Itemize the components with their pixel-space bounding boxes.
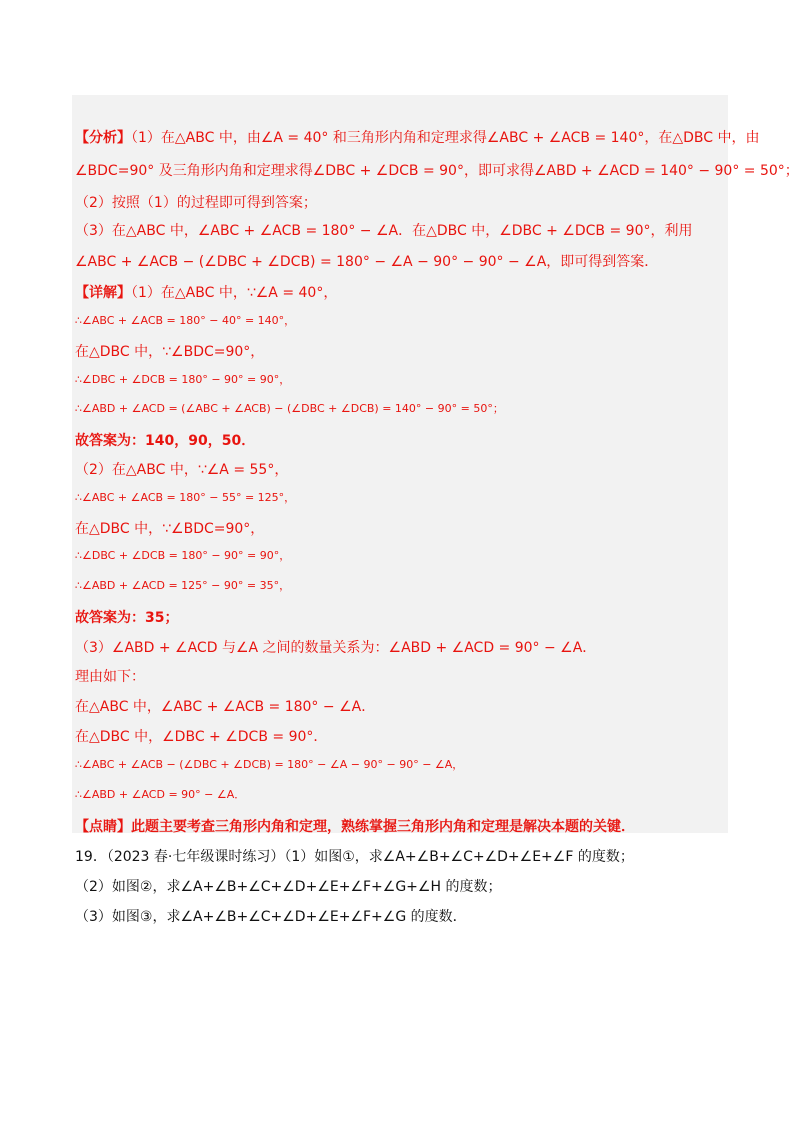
question-19-line-1: 19．（2023 春·七年级课时练习）（1）如图①，求∠A+∠B+∠C+∠D+∠E+∠F 的度数； <box>75 849 634 865</box>
detail-line-15: 在△ABC 中，∠ABC + ∠ACB = 180° − ∠A． <box>75 699 376 715</box>
detail-line-3: 在△DBC 中，∵∠BDC=90°， <box>75 344 265 360</box>
detail-line-2: ∴∠ABC + ∠ACB = 180° − 40° = 140°， <box>75 314 296 327</box>
detail-line-8: ∴∠ABC + ∠ACB = 180° − 55° = 125°， <box>75 491 296 504</box>
detail-line-1 <box>75 282 337 302</box>
analysis-line-5: ∠ABC + ∠ACB − (∠DBC + ∠DCB) = 180° − ∠A − 90° − 90° − ∠A，即可得到答案． <box>75 254 659 270</box>
detail-line-6: 故答案为：140，90，50． <box>75 433 256 449</box>
detail-line-12: 故答案为：35； <box>75 610 179 626</box>
detail-line-4: ∴∠DBC + ∠DCB = 180° − 90° = 90°， <box>75 373 291 386</box>
detail-line-17: ∴∠ABC + ∠ACB − (∠DBC + ∠DCB) = 180° − ∠A − 90° − 90° − ∠A， <box>75 758 464 771</box>
question-19-line-2: （2）如图②，求∠A+∠B+∠C+∠D+∠E+∠F+∠G+∠H 的度数； <box>75 879 502 895</box>
detail-line-10: ∴∠DBC + ∠DCB = 180° − 90° = 90°， <box>75 549 291 562</box>
analysis-line-4: （3）在△ABC 中，∠ABC + ∠ACB = 180° − ∠A．在△DBC 中，∠DBC + ∠DCB = 90°，利用 <box>75 223 693 239</box>
comment-line <box>75 816 635 836</box>
analysis-line-1 <box>75 127 760 147</box>
detail-line-5: ∴∠ABD + ∠ACD = (∠ABC + ∠ACB) − (∠DBC + ∠DCB) = 140° − 90° = 50°； <box>75 402 504 415</box>
detail-line-16: 在△DBC 中，∠DBC + ∠DCB = 90°． <box>75 729 328 745</box>
detail-line-14: 理由如下： <box>75 669 145 685</box>
detail-line-11: ∴∠ABD + ∠ACD = 125° − 90° = 35°， <box>75 579 291 592</box>
analysis-line-3: （2）按照（1）的过程即可得到答案； <box>75 195 317 211</box>
detail-line-18: ∴∠ABD + ∠ACD = 90° − ∠A． <box>75 788 246 801</box>
detail-line-9: 在△DBC 中，∵∠BDC=90°， <box>75 521 265 537</box>
comment-tag: 【点睛】 <box>75 819 131 835</box>
detail-text-1: （1）在△ABC 中，∵∠A = 40°， <box>131 285 338 301</box>
comment-text: 此题主要考查三角形内角和定理，熟练掌握三角形内角和定理是解决本题的关键． <box>131 819 635 835</box>
question-19-line-3: （3）如图③，求∠A+∠B+∠C+∠D+∠E+∠F+∠G 的度数． <box>75 909 467 925</box>
analysis-line-2: ∠BDC=90° 及三角形内角和定理求得∠DBC + ∠DCB = 90°，即可求得∠ABD + ∠ACD = 140° − 90° = 50°； <box>75 163 799 179</box>
detail-tag: 【详解】 <box>75 285 131 301</box>
detail-line-13: （3）∠ABD + ∠ACD 与∠A 之间的数量关系为：∠ABD + ∠ACD = 90° − ∠A． <box>75 640 597 656</box>
analysis-text-1: （1）在△ABC 中，由∠A = 40° 和三角形内角和定理求得∠ABC + ∠ACB = 140°，在△DBC 中，由 <box>131 130 760 146</box>
detail-line-7: （2）在△ABC 中，∵∠A = 55°， <box>75 462 289 478</box>
analysis-tag: 【分析】 <box>75 130 131 146</box>
